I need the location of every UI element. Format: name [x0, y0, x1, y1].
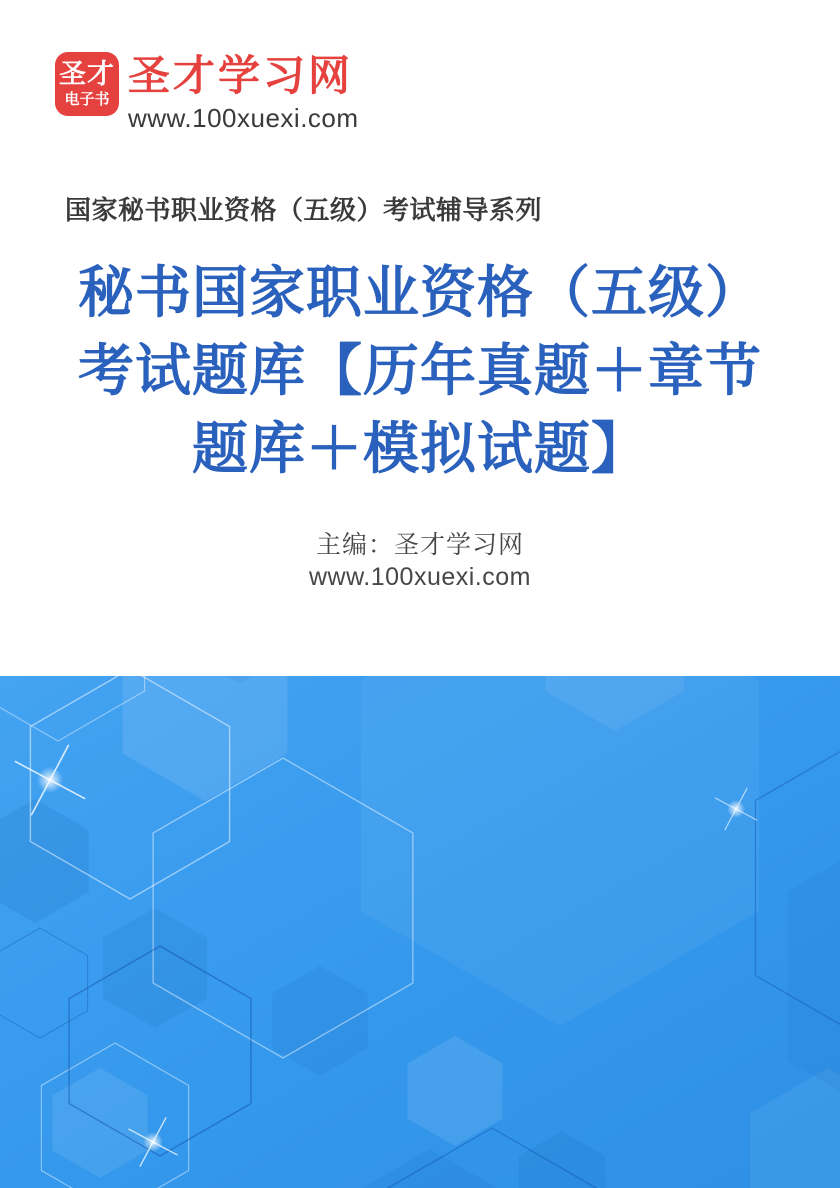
- hexagon-pattern-art: [0, 676, 840, 1188]
- brand-site-url: www.100xuexi.com: [128, 103, 359, 133]
- logo-badge-text-bottom: 电子书: [64, 91, 110, 108]
- logo-badge-text-top: 圣才: [59, 59, 115, 89]
- series-label: 国家秘书职业资格（五级）考试辅导系列: [65, 195, 543, 225]
- title-line-3: 题库＋模拟试题】: [192, 417, 648, 480]
- editor-credit: 主编：圣才学习网: [315, 531, 524, 559]
- brand-header: [55, 52, 359, 131]
- title-line-1: 秘书国家职业资格（五级）: [78, 261, 762, 324]
- brand-site-name: 圣才学习网: [128, 52, 354, 99]
- book-title: [0, 254, 840, 488]
- shengcai-ebook-logo-icon: [55, 52, 119, 116]
- hexagon-banner: [0, 676, 840, 1188]
- footer-site-url: www.100xuexi.com: [309, 563, 531, 591]
- title-line-2: 考试题库【历年真题＋章节: [78, 339, 762, 402]
- brand-text-block: [128, 52, 359, 131]
